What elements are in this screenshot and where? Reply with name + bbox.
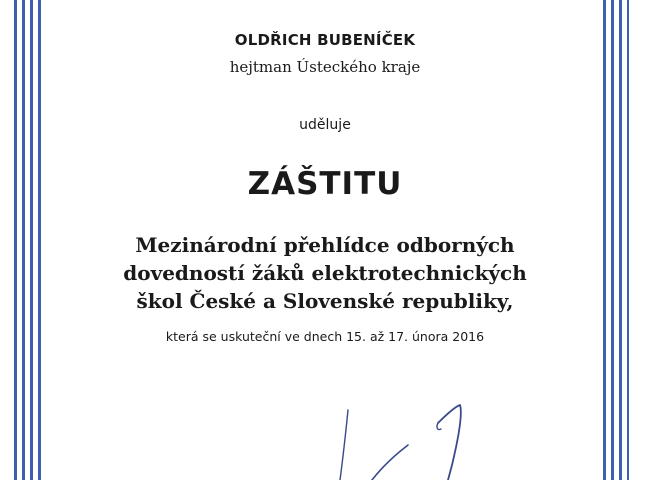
event-title-line: Mezinárodní přehlídce odborných — [135, 233, 515, 257]
grants-verb: uděluje — [299, 117, 351, 133]
issuer-name: OLDŘICH BUBENÍČEK — [234, 31, 416, 49]
event-title — [50, 231, 600, 315]
handwritten-signature — [320, 395, 480, 480]
right-decorative-border — [603, 0, 635, 480]
border-stripe — [14, 0, 17, 480]
event-title-line: škol České a Slovenské republiky, — [136, 289, 514, 313]
border-stripe — [603, 0, 606, 480]
border-stripe — [627, 0, 629, 480]
border-stripe — [30, 0, 33, 480]
border-stripe — [38, 0, 41, 480]
left-decorative-border — [14, 0, 46, 480]
event-title-line: dovedností žáků elektrotechnických — [123, 261, 527, 285]
border-stripe — [611, 0, 614, 480]
event-date-line: která se uskuteční ve dnech 15. až 17. února 2016 — [165, 329, 485, 344]
document-heading: ZÁŠTITU — [247, 166, 403, 202]
issuer-role: hejtman Ústeckého kraje — [229, 58, 421, 76]
border-stripe — [619, 0, 622, 480]
border-stripe — [22, 0, 25, 480]
